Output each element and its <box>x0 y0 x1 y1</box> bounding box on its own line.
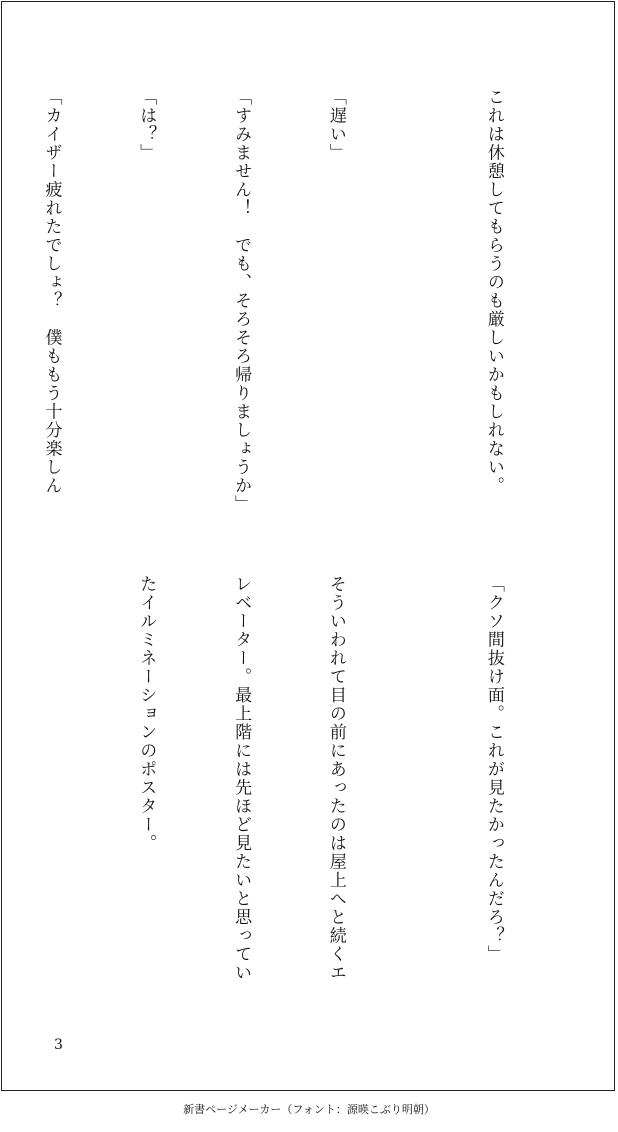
text-block-lower <box>0 575 572 1015</box>
page-number: 3 <box>54 1037 63 1053</box>
text-block-upper <box>0 88 572 528</box>
text-line: 「すみません！ でも、そろそろ帰りましょうか」 <box>231 88 252 514</box>
page-frame <box>1 1 615 1091</box>
footer-credit: 新書ページメーカー（フォント：源暎こぶり明朝） <box>183 1103 435 1116</box>
text-line <box>0 575 3 1015</box>
text-line: そういわれて目の前にあったのは屋上へと続くエ <box>325 575 346 982</box>
text-line: 「クソ間抜け面。これが見たかったんだろ？」 <box>483 575 504 964</box>
text-line: 「遅い」 <box>325 88 346 162</box>
text-line: レベーター。最上階には先ほど見たいと思ってい <box>231 575 252 982</box>
text-line: これは休憩してもらうのも厳しいかもしれない。 <box>483 88 504 495</box>
text-line: 「カイザー疲れたでしょ？ 僕ももう十分楽しん <box>41 88 62 495</box>
text-line: たイルミネーションのポスター。 <box>136 575 157 853</box>
text-line: 「は？」 <box>136 88 157 162</box>
